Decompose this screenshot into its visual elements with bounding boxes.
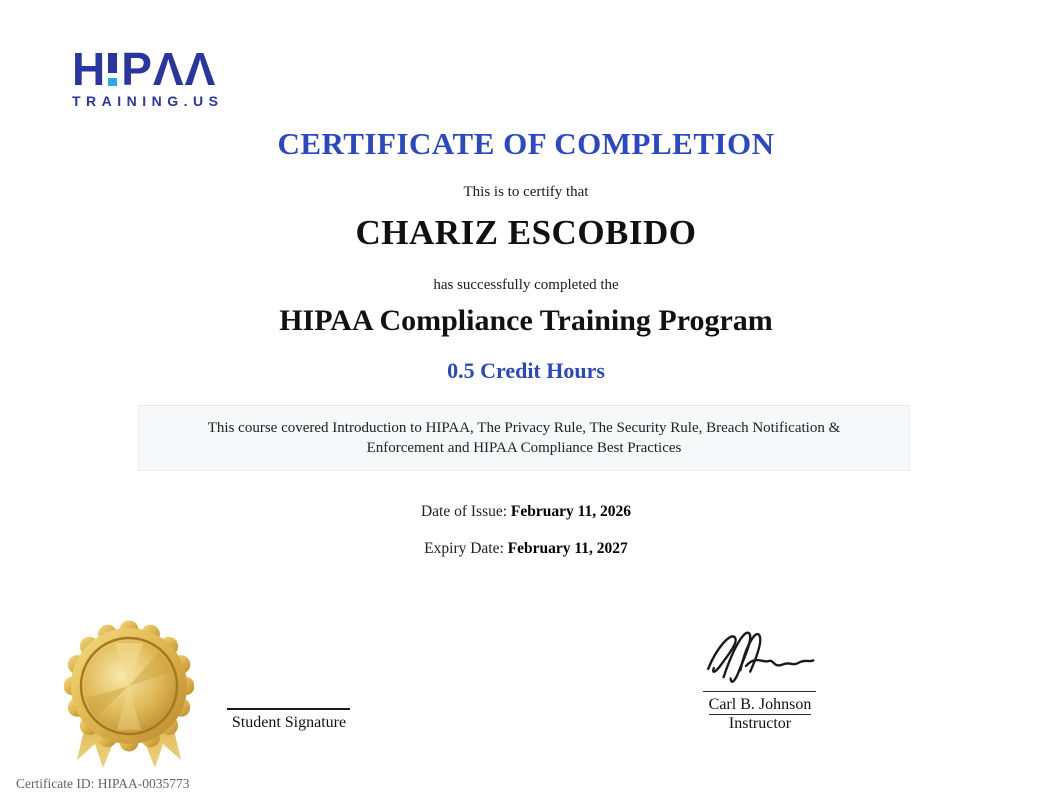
student-name: CHARIZ ESCOBIDO <box>355 213 697 252</box>
date-of-issue-label: Date of Issue: <box>420 503 508 520</box>
instructor-signature-scrawl-icon <box>682 624 838 694</box>
date-of-issue-value: February 11, 2026 <box>510 503 632 520</box>
instructor-name <box>688 696 832 714</box>
logo-wordmark <box>72 43 224 95</box>
certify-line: This is to certify that <box>463 184 589 200</box>
credit-hours: 0.5 Credit Hours <box>447 358 605 383</box>
instructor-signature-line <box>703 691 816 692</box>
instructor-name-text: Carl B. Johnson <box>708 696 812 713</box>
instructor-title: Instructor <box>728 715 792 732</box>
expiry-date-label: Expiry Date: <box>424 540 504 557</box>
certificate-id: Certificate ID: HIPAA-0035773 <box>16 776 190 791</box>
expiry-date-value: February 11, 2027 <box>507 540 628 557</box>
expiry-date-line <box>0 540 1052 558</box>
logo-exclamation-icon <box>108 52 117 86</box>
logo-exclamation-dot <box>108 78 117 86</box>
gold-medal-icon <box>64 618 194 770</box>
hipaa-training-logo <box>72 43 224 109</box>
logo-letters-aa: ΛΛ <box>152 43 217 95</box>
logo-letter-p: P <box>121 43 153 95</box>
certificate-title: CERTIFICATE OF COMPLETION <box>277 126 775 161</box>
completed-line: has successfully completed the <box>433 277 619 293</box>
logo-exclamation-bar <box>108 53 117 73</box>
logo-tagline: TRAINING.US <box>72 93 224 109</box>
course-summary-text: This course covered Introduction to HIPAA, The Privacy Rule, The Security Rule, Breach Notification & Enforcement and HIPAA Compliance Best Practices <box>207 420 841 456</box>
date-of-issue-line <box>0 503 1052 521</box>
student-signature-label: Student Signature <box>231 714 347 731</box>
student-signature-line <box>227 708 350 710</box>
logo-letter-h: H <box>72 43 107 95</box>
course-title: HIPAA Compliance Training Program <box>279 304 773 337</box>
course-summary-box <box>138 405 910 471</box>
